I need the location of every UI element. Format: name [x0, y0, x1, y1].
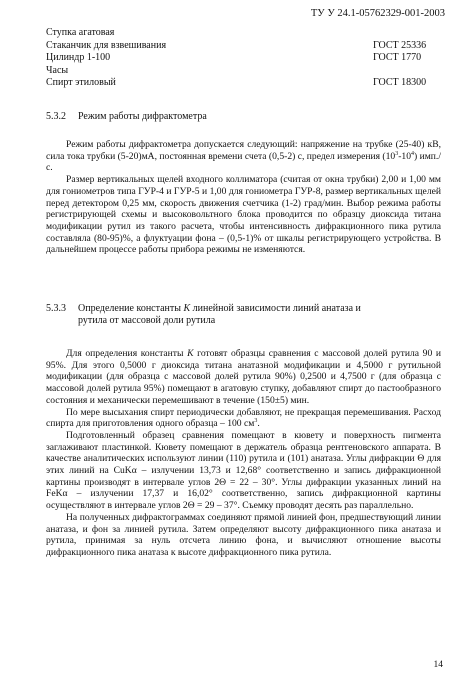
section-title-line2: рутила от массовой доли рутила	[78, 315, 216, 327]
superscript: 4	[411, 150, 414, 157]
text-run: Режим работы дифрактометра допускается следующий: напряжение на трубке (25-40) кВ, сила тока трубки (5-20)мА, постоянная времени счета (0,5-2) с, предел измерения (10	[46, 139, 441, 162]
equipment-name: Цилиндр 1-100	[46, 52, 111, 64]
text-run: -10	[398, 150, 411, 162]
equipment-row	[46, 52, 441, 65]
text-run: По мере высыхания спирт периодически добавляют, не прекращая перемешивания. Расход спирта для приготовления одного образца – 100 см	[46, 406, 441, 430]
equipment-row	[46, 27, 441, 40]
paragraph-alcohol	[46, 407, 441, 430]
section-heading-5-3-2	[46, 111, 207, 123]
section-title-part: линейной зависимости линий анатаза и	[190, 303, 361, 314]
text-run: ) имп./с.	[46, 150, 441, 174]
section-title-part: Определение константы	[78, 303, 184, 314]
equipment-name: Ступка агатовая	[46, 27, 115, 38]
section-number: 5.3.3	[46, 303, 66, 314]
superscript: 3	[254, 418, 258, 425]
constant-symbol: K	[187, 348, 194, 359]
equipment-row	[46, 40, 441, 53]
equipment-standard	[373, 27, 441, 40]
equipment-list	[46, 27, 441, 90]
equipment-row	[46, 77, 441, 90]
equipment-standard: ГОСТ 25336	[373, 39, 427, 51]
document-code-header: ТУ У 24.1-05762329-001-2003	[310, 8, 445, 19]
equipment-standard: ГОСТ 18300	[373, 77, 427, 89]
superscript: 3	[395, 150, 399, 157]
constant-symbol: K	[183, 303, 191, 314]
paragraph-diffractometer-mode	[46, 139, 441, 174]
text-run: Для определения константы	[66, 348, 188, 359]
paragraph-slit-sizes: Размер вертикальных щелей входного коллиматора (считая от окна трубки) 2,00 и 1,00 мм для гониометров типа ГУР-4 и ГУР-5 и 1,00 для гониометра ГУР-8, размер вертикальных щелей перед детектором 0,25 мм, скорость движения счетчика (1-2) град/мин. Выбор режима работы регистрирующей схемы и высоковольтного блока проводится по образцу диоксида титана модификации рутил из такого расчета, чтобы интенсивность дифракционного пика рутила составляла (80-95)%, а флуктуации фона – (0,5-1)% от шкалы регистрирующего устройства. В дальнейшем процессе работы прибора режимы не изменяются.	[46, 174, 441, 256]
section-5-3-2-body	[46, 139, 441, 256]
paragraph-reference-samples	[46, 348, 441, 407]
text-run: .	[257, 418, 260, 430]
equipment-standard: ГОСТ 1770	[373, 52, 422, 64]
paragraph-peak-height: На полученных дифрактограммах соединяют прямой линией фон, предшествующий линии анатаза, и фон за линией рутила. Затем определяют высоту дифракционного пика анатаза и рутила, принимая за нуль отсчета линию фона, и вычисляют отношение высоты дифракционного пика анатаза к высоте дифракционного пика рутила.	[46, 511, 441, 558]
section-heading-5-3-3	[46, 303, 361, 328]
page-number: 14	[433, 660, 443, 670]
section-5-3-3-body	[46, 348, 441, 559]
equipment-name: Спирт этиловый	[46, 77, 116, 89]
equipment-name: Стаканчик для взвешивания	[46, 39, 167, 51]
paragraph-sample-mounting: Подготовленный образец сравнения помещают в кювету и поверхность пигмента заглаживают пластинкой. Кювету помещают в держатель образца рентгеновского аппарата. В качестве аналитических используют линии (110) рутила и (101) анатаза. Углы дифракции Θ для этих линий на CuKα – излучении 13,73 и 12,68° соответственно и запись дифракционной картины производят в интервале углов 2Θ = 22 – 30°. Углы дифракции указанных линий на FeKα – излучении 17,37 и 16,02° соответственно, запись дифракционной картины осуществляют в интервале углов 2Θ = 29 – 37°. Съемку проводят десять раз параллельно.	[46, 429, 441, 512]
equipment-standard	[373, 65, 441, 78]
equipment-row	[46, 65, 441, 78]
section-title: Режим работы дифрактометра	[78, 111, 207, 122]
section-number: 5.3.2	[46, 111, 66, 122]
equipment-name: Часы	[46, 64, 69, 76]
text-run: готовят образцы сравнения с массовой долей рутила 90 и 95%. Для этого 0,5000 г диоксида титана анатазной модификации и 4,5000 г рутильной модификации (для образца с массовой долей рутила 90%) 0,2500 и 4,7500 г (для образца с массовой долей рутила 95%) помещают в агатовую ступку, добавляют спирт до пастообразного состояния и механически перемешивают в течение (150±5) мин.	[46, 348, 442, 406]
